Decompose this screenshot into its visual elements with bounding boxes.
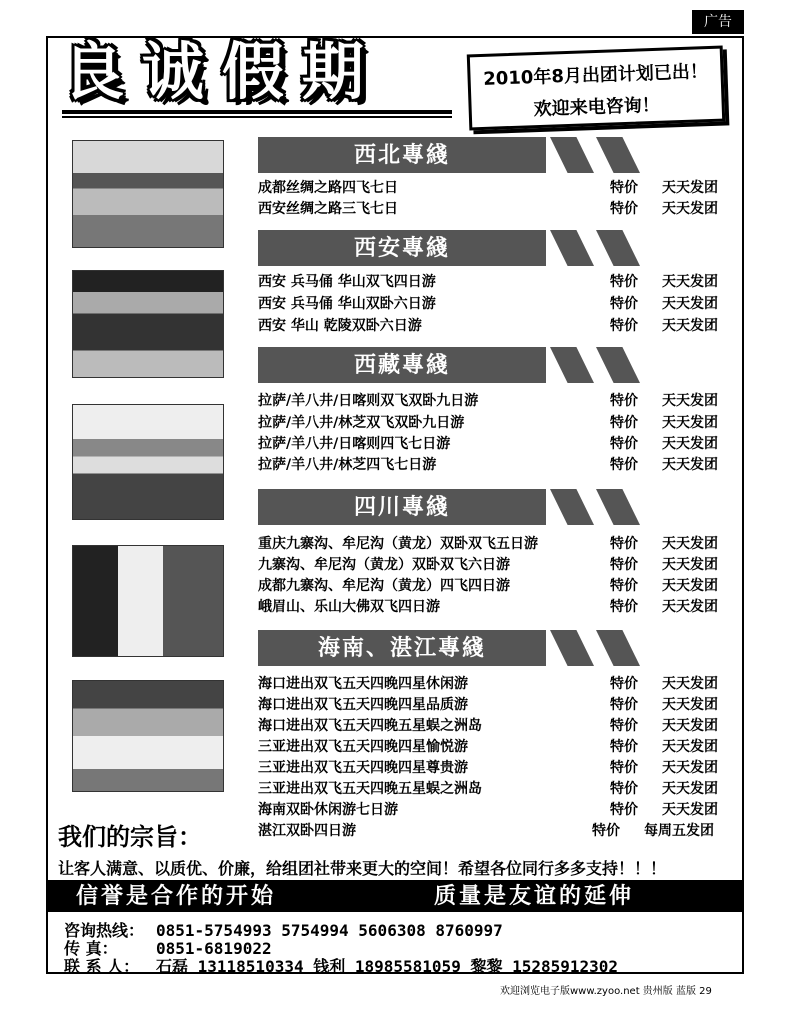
- section-header-hainan-zhanjiang: [258, 630, 728, 666]
- chevron-decoration: [550, 489, 594, 525]
- route-schedule: 每周五发团: [644, 823, 714, 839]
- route-schedule: 天天发团: [662, 802, 718, 818]
- section-title: 海南、湛江專綫: [258, 630, 546, 666]
- section-title: 西藏專綫: [258, 347, 546, 383]
- route-name: 海口进出双飞五天四晚五星蜈之洲岛: [258, 718, 482, 734]
- route-schedule: 天天发团: [662, 781, 718, 797]
- route-row: [258, 413, 732, 434]
- route-row: [258, 294, 732, 315]
- route-row: [258, 674, 732, 695]
- route-row: [258, 455, 732, 476]
- route-schedule: 天天发团: [662, 180, 718, 196]
- brand-title: 良诚假期: [62, 35, 383, 108]
- route-price: 特价: [610, 599, 638, 615]
- route-name: 拉萨/羊八井/林芝四飞七日游: [258, 457, 437, 473]
- route-price: 特价: [610, 676, 638, 692]
- announcement-line-1: 2010年8月出团计划已出！: [482, 61, 709, 90]
- route-name: 拉萨/羊八井/林芝双飞双卧九日游: [258, 415, 465, 431]
- route-schedule: 天天发团: [662, 296, 718, 312]
- route-row: [258, 800, 732, 821]
- route-price: 特价: [610, 393, 638, 409]
- mission-title: 我们的宗旨：: [58, 823, 202, 851]
- route-name: 成都丝绸之路四飞七日: [258, 180, 398, 196]
- route-name: 西安 兵马俑 华山双卧六日游: [258, 296, 436, 312]
- route-price: 特价: [610, 578, 638, 594]
- route-row: [258, 391, 732, 412]
- photo-waterfall: [72, 545, 224, 657]
- chevron-decoration: [596, 230, 640, 266]
- route-row: [258, 272, 732, 293]
- route-row: [258, 178, 732, 199]
- route-price: 特价: [610, 697, 638, 713]
- route-schedule: 天天发团: [662, 676, 718, 692]
- route-row: [258, 576, 732, 597]
- chevron-decoration: [550, 630, 594, 666]
- route-name: 峨眉山、乐山大佛双飞四日游: [258, 599, 440, 615]
- title-underline-thin: [62, 116, 452, 118]
- route-price: 特价: [610, 557, 638, 573]
- route-row: [258, 716, 732, 737]
- route-schedule: 天天发团: [662, 274, 718, 290]
- route-price: 特价: [610, 781, 638, 797]
- route-name: 西安 华山 乾陵双卧六日游: [258, 318, 422, 334]
- chevron-decoration: [550, 230, 594, 266]
- route-name: 海口进出双飞五天四晚四星品质游: [258, 697, 468, 713]
- route-price: 特价: [610, 201, 638, 217]
- route-name: 湛江双卧四日游: [258, 823, 356, 839]
- route-price: 特价: [592, 823, 620, 839]
- contact-label: 咨询热线：: [64, 921, 145, 940]
- route-price: 特价: [610, 457, 638, 473]
- route-schedule: 天天发团: [662, 739, 718, 755]
- section-title: 西北專綫: [258, 137, 546, 173]
- route-price: 特价: [610, 180, 638, 196]
- route-schedule: 天天发团: [662, 578, 718, 594]
- chevron-decoration: [596, 137, 640, 173]
- route-schedule: 天天发团: [662, 536, 718, 552]
- route-schedule: 天天发团: [662, 415, 718, 431]
- route-schedule: 天天发团: [662, 557, 718, 573]
- route-row: [258, 737, 732, 758]
- route-name: 拉萨/羊八井/日喀则双飞双卧九日游: [258, 393, 479, 409]
- mission-text: 让客人满意、以质优、价廉，给组团社带来更大的空间！希望各位同行多多支持！！！: [58, 859, 667, 878]
- route-row: [258, 434, 732, 455]
- route-row: [258, 597, 732, 618]
- route-price: 特价: [610, 436, 638, 452]
- photo-terracotta-warriors: [72, 270, 224, 378]
- route-schedule: 天天发团: [662, 457, 718, 473]
- route-name: 西安 兵马俑 华山双飞四日游: [258, 274, 436, 290]
- title-underline: [62, 110, 452, 114]
- route-schedule: 天天发团: [662, 201, 718, 217]
- section-title: 西安專綫: [258, 230, 546, 266]
- route-name: 重庆九寨沟、牟尼沟（黄龙）双卧双飞五日游: [258, 536, 538, 552]
- route-name: 成都九寨沟、牟尼沟（黄龙）四飞四日游: [258, 578, 510, 594]
- route-schedule: 天天发团: [662, 436, 718, 452]
- contact-label: 联 系 人：: [64, 957, 140, 976]
- route-row: [258, 199, 732, 220]
- route-row: [258, 758, 732, 779]
- contact-persons: [64, 954, 618, 977]
- route-schedule: 天天发团: [662, 760, 718, 776]
- route-price: 特价: [610, 318, 638, 334]
- route-name: 西安丝绸之路三飞七日: [258, 201, 398, 217]
- route-schedule: 天天发团: [662, 318, 718, 334]
- route-row: [258, 821, 732, 842]
- route-row: [258, 695, 732, 716]
- photo-northwest-temple: [72, 140, 224, 248]
- slogan-left: 信誉是合作的开始: [76, 883, 277, 909]
- route-name: 海口进出双飞五天四晚四星休闲游: [258, 676, 468, 692]
- route-price: 特价: [610, 718, 638, 734]
- section-header-xian: [258, 230, 728, 266]
- page-footer: 欢迎浏览电子版www.zyoo.net 贵州版 蓝版 29: [500, 986, 712, 997]
- contact-label: 传 真：: [64, 939, 118, 958]
- chevron-decoration: [596, 347, 640, 383]
- route-name: 海南双卧休闲游七日游: [258, 802, 398, 818]
- route-schedule: 天天发团: [662, 393, 718, 409]
- section-header-sichuan: [258, 489, 728, 525]
- route-row: [258, 316, 732, 337]
- route-name: 三亚进出双飞五天四晚五星蜈之洲岛: [258, 781, 482, 797]
- announcement-box: [467, 46, 725, 131]
- route-name: 三亚进出双飞五天四晚四星尊贵游: [258, 760, 468, 776]
- route-price: 特价: [610, 802, 638, 818]
- section-header-northwest: [258, 137, 728, 173]
- route-schedule: 天天发团: [662, 697, 718, 713]
- slogan-right: 质量是友谊的延伸: [434, 883, 635, 909]
- contact-value: 石磊 13118510334 钱利 18985581059 黎黎 15285912302: [156, 957, 619, 976]
- route-price: 特价: [610, 536, 638, 552]
- slogan-bar: [48, 880, 742, 912]
- route-price: 特价: [610, 296, 638, 312]
- route-name: 拉萨/羊八井/日喀则四飞七日游: [258, 436, 451, 452]
- route-schedule: 天天发团: [662, 599, 718, 615]
- ad-tag: 广告: [692, 10, 744, 34]
- route-name: 三亚进出双飞五天四晚四星愉悦游: [258, 739, 468, 755]
- route-row: [258, 534, 732, 555]
- photo-terraced-pools: [72, 680, 224, 792]
- contact-value: 0851-5754993 5754994 5606308 8760997: [156, 921, 503, 940]
- route-price: 特价: [610, 415, 638, 431]
- route-row: [258, 779, 732, 800]
- chevron-decoration: [550, 347, 594, 383]
- chevron-decoration: [596, 630, 640, 666]
- announcement-line-2: 欢迎来电咨询！: [533, 94, 661, 121]
- photo-potala-palace: [72, 404, 224, 520]
- route-name: 九寨沟、牟尼沟（黄龙）双卧双飞六日游: [258, 557, 510, 573]
- contact-value: 0851-6819022: [156, 939, 272, 958]
- section-header-tibet: [258, 347, 728, 383]
- route-row: [258, 555, 732, 576]
- route-price: 特价: [610, 760, 638, 776]
- route-schedule: 天天发团: [662, 718, 718, 734]
- chevron-decoration: [550, 137, 594, 173]
- chevron-decoration: [596, 489, 640, 525]
- route-price: 特价: [610, 739, 638, 755]
- section-title: 四川專綫: [258, 489, 546, 525]
- route-price: 特价: [610, 274, 638, 290]
